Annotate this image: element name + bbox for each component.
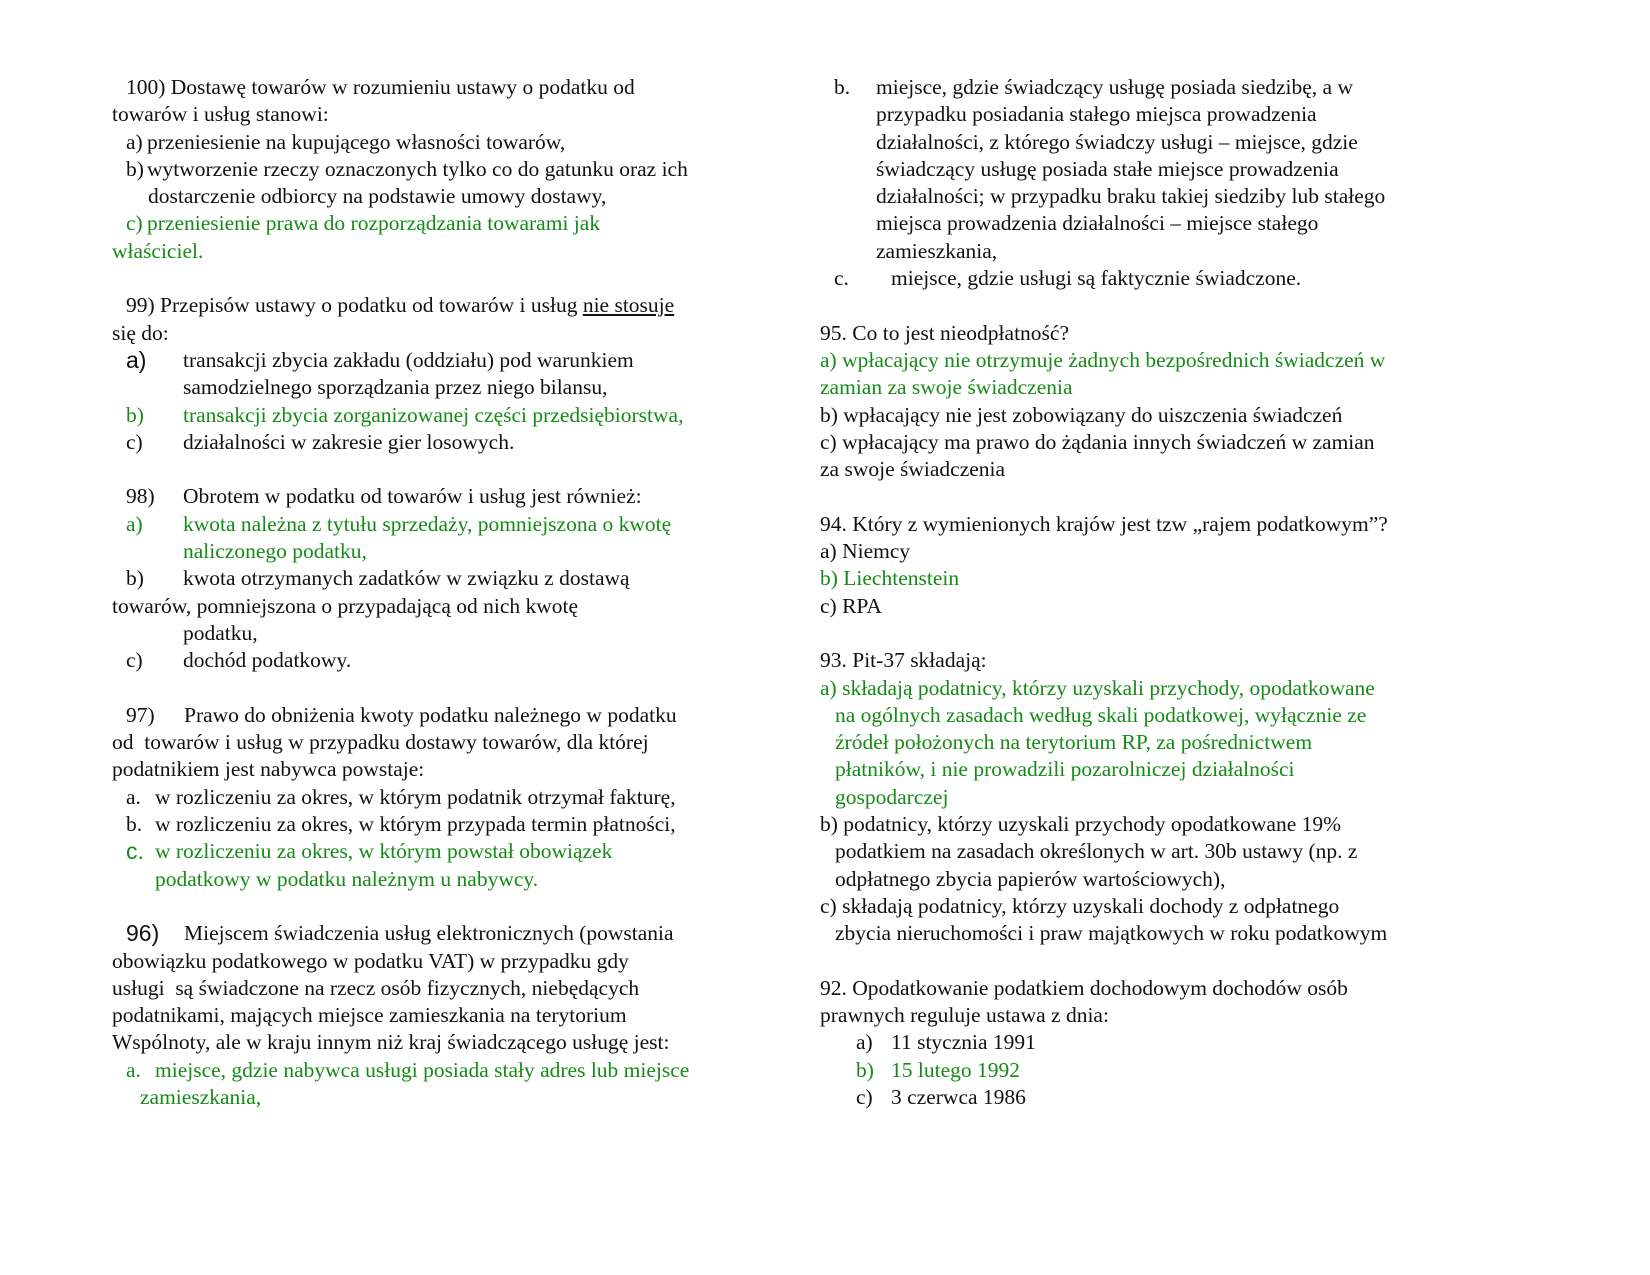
blank-line: [112, 675, 792, 702]
text-line: [820, 320, 1540, 347]
line-text: a) wpłacający nie otrzymuje żadnych bezpośrednich świadczeń w: [820, 347, 1386, 372]
text-line: [820, 74, 1540, 101]
correct-answer-line: [112, 402, 792, 429]
correct-answer-line: [820, 374, 1540, 401]
text-line: [820, 893, 1540, 920]
text-line: [820, 975, 1540, 1002]
item-label: b): [856, 1057, 874, 1082]
text-line: [820, 1029, 1540, 1056]
item-label: a.: [126, 1057, 141, 1082]
line-text: a) Niemcy: [820, 539, 911, 564]
line-text: Miejscem świadczenia usług elektronicznych (powstania: [184, 921, 674, 946]
line-text: kwota otrzymanych zadatków w związku z dostawą: [183, 566, 630, 591]
text-line: [820, 402, 1540, 429]
item-label: 97): [126, 702, 155, 727]
item-label: b.: [834, 75, 851, 99]
text-line: [112, 593, 792, 620]
item-label: c.: [126, 838, 144, 865]
line-text: 92. Opodatkowanie podatkiem dochodowym dochodów osób: [820, 975, 1348, 1000]
text-line: [112, 948, 792, 975]
line-text: wytworzenie rzeczy oznaczonych tylko co do gatunku oraz ich: [147, 156, 688, 181]
line-text: obowiązku podatkowego w podatku VAT) w przypadku gdy: [112, 948, 629, 973]
text-line: [112, 129, 792, 156]
line-text: podatnikiem jest nabywca powstaje:: [112, 757, 425, 782]
text-line: [820, 183, 1540, 210]
line-text: gospodarczej: [835, 784, 949, 809]
text-line: [112, 1002, 792, 1029]
line-text: w rozliczeniu za okres, w którym powstał obowiązek: [155, 839, 613, 864]
item-label: 96): [126, 920, 160, 947]
line-text: Obrotem w podatku od towarów i usług jest również:: [183, 484, 642, 509]
text-line: [112, 101, 792, 128]
line-text: c) RPA: [820, 593, 882, 618]
line-text: b) wpłacający nie jest zobowiązany do uiszczenia świadczeń: [820, 402, 1343, 427]
text-line: [820, 866, 1540, 893]
item-label: 98): [126, 484, 155, 509]
line-text: w rozliczeniu za okres, w którym podatnik otrzymał fakturę,: [155, 784, 676, 809]
line-text: towarów i usług stanowi:: [112, 102, 329, 127]
text-line: [112, 483, 792, 510]
line-text: przeniesienie prawa do rozporządzania towarami jak: [147, 211, 601, 236]
line-text: przypadku posiadania stałego miejsca prowadzenia: [876, 102, 1317, 127]
line-text: w rozliczeniu za okres, w którym przypada termin płatności,: [155, 812, 676, 837]
correct-answer-line: [820, 729, 1540, 756]
text-line: [820, 238, 1540, 265]
line-text: zamian za swoje świadczenia: [820, 375, 1073, 400]
line-text: płatników, i nie prowadzili pozarolniczej działalności: [835, 757, 1295, 782]
text-line: [112, 347, 792, 374]
blank-line: [820, 483, 1540, 510]
text-line: [820, 838, 1540, 865]
line-text: dochód podatkowy.: [183, 648, 352, 673]
line-text: Prawo do obniżenia kwoty podatku należnego w podatku: [184, 702, 677, 727]
text-line: [112, 374, 792, 401]
line-text: za swoje świadczenia: [820, 457, 1006, 482]
text-line: [820, 156, 1540, 183]
text-line: [112, 156, 792, 183]
correct-answer-line: [112, 838, 792, 865]
line-text: [126, 292, 674, 319]
correct-answer-line: [112, 1084, 792, 1111]
correct-answer-line: [112, 1057, 792, 1084]
item-label: b): [126, 402, 144, 427]
text-line: [112, 620, 792, 647]
line-text: b) Liechtenstein: [820, 566, 960, 591]
line-text: 3 czerwca 1986: [891, 1084, 1026, 1109]
text-line: [112, 729, 792, 756]
text-line: [112, 292, 792, 319]
blank-line: [112, 893, 792, 920]
line-text: działalności, z którego świadczy usługi – miejsce, gdzie: [876, 129, 1358, 154]
underlined-text: nie stosuje: [582, 293, 675, 318]
correct-answer-line: [112, 511, 792, 538]
text-line: [112, 920, 792, 947]
line-text: prawnych reguluje ustawa z dnia:: [820, 1003, 1109, 1028]
item-label: c): [126, 648, 143, 673]
text-line: [820, 1002, 1540, 1029]
line-text: transakcji zbycia zakładu (oddziału) pod warunkiem: [183, 347, 634, 372]
correct-answer-line: [820, 702, 1540, 729]
item-label: b.: [126, 812, 143, 837]
text-line: [112, 565, 792, 592]
text-line: [112, 320, 792, 347]
line-text: a) składają podatnicy, którzy uzyskali przychody, opodatkowane: [820, 675, 1375, 700]
line-text: towarów, pomniejszona o przypadającą od nich kwotę: [112, 593, 579, 618]
line-text: działalności w zakresie gier losowych.: [183, 429, 515, 454]
line-text: transakcji zbycia zorganizowanej części przedsiębiorstwa,: [183, 402, 684, 427]
correct-answer-line: [112, 238, 792, 265]
text-line: [820, 538, 1540, 565]
item-label: c): [126, 429, 143, 454]
left-column: [112, 74, 792, 1111]
line-text: podatku,: [183, 620, 258, 645]
line-text: działalności; w przypadku braku takiej siedziby lub stałego: [876, 184, 1386, 209]
line-text: zbycia nieruchomości i praw majątkowych w roku podatkowym: [835, 921, 1388, 946]
text-line: [112, 811, 792, 838]
text-line: [820, 511, 1540, 538]
correct-answer-line: [112, 538, 792, 565]
text-line: [112, 74, 792, 101]
line-text: 100) Dostawę towarów w rozumieniu ustawy o podatku od: [126, 75, 635, 99]
blank-line: [112, 265, 792, 292]
line-text: właściciel.: [112, 238, 204, 263]
text-line: [820, 920, 1540, 947]
line-text: odpłatnego zbycia papierów wartościowych),: [835, 866, 1226, 891]
item-label: a): [126, 511, 143, 536]
blank-line: [112, 456, 792, 483]
line-text: od towarów i usług w przypadku dostawy towarów, dla której: [112, 730, 649, 755]
correct-answer-line: [820, 565, 1540, 592]
correct-answer-line: [820, 784, 1540, 811]
line-text: podatnikami, mających miejsce zamieszkania na terytorium: [112, 1003, 627, 1028]
text-line: [820, 129, 1540, 156]
line-text: zamieszkania,: [876, 238, 998, 263]
line-text: 94. Który z wymienionych krajów jest tzw „rajem podatkowym”?: [820, 511, 1388, 536]
line-text: podatkiem na zasadach określonych w art. 30b ustawy (np. z: [835, 839, 1358, 864]
right-column: [820, 74, 1540, 1111]
text-line: [820, 647, 1540, 674]
line-text: 95. Co to jest nieodpłatność?: [820, 320, 1070, 345]
item-label: c.: [834, 266, 849, 291]
line-text: c) wpłacający ma prawo do żądania innych świadczeń w zamian: [820, 429, 1375, 454]
line-text: miejsca prowadzenia działalności – miejsce stałego: [876, 211, 1319, 236]
text-line: [112, 1029, 792, 1056]
text-line: [112, 429, 792, 456]
blank-line: [820, 948, 1540, 975]
text-line: [820, 456, 1540, 483]
text-line: [112, 975, 792, 1002]
line-text: usługi są świadczone na rzecz osób fizycznych, niebędących: [112, 975, 640, 1000]
line-text: na ogólnych zasadach według skali podatkowej, wyłącznie ze: [835, 702, 1367, 727]
line-text: 93. Pit-37 składają:: [820, 648, 987, 673]
line-text: 11 stycznia 1991: [891, 1030, 1036, 1055]
correct-answer-line: [820, 675, 1540, 702]
line-text: 99) Przepisów ustawy o podatku od towarów i usług: [126, 293, 583, 318]
text-line: [820, 811, 1540, 838]
text-line: [112, 702, 792, 729]
line-text: świadczący usługę posiada stałe miejsce prowadzenia: [876, 156, 1339, 181]
item-label: a): [856, 1030, 873, 1055]
correct-answer-line: [820, 756, 1540, 783]
line-text: c) składają podatnicy, którzy uzyskali dochody z odpłatnego: [820, 893, 1340, 918]
correct-answer-line: [112, 210, 792, 237]
text-line: [112, 756, 792, 783]
line-text: źródeł położonych na terytorium RP, za pośrednictwem: [835, 730, 1313, 755]
correct-answer-line: [820, 347, 1540, 374]
correct-answer-line: [820, 1057, 1540, 1084]
line-text: zamieszkania,: [140, 1084, 262, 1109]
item-label: a): [126, 346, 147, 373]
line-text: kwota należna z tytułu sprzedaży, pomniejszona o kwotę: [183, 511, 672, 536]
line-text: podatkowy w podatku należnym u nabywcy.: [155, 866, 539, 891]
line-text: miejsce, gdzie usługi są faktycznie świadczone.: [891, 266, 1302, 291]
item-label: b): [126, 566, 144, 591]
text-line: [820, 593, 1540, 620]
line-text: naliczonego podatku,: [183, 539, 367, 564]
text-line: [820, 101, 1540, 128]
text-line: [112, 183, 792, 210]
item-label: c): [126, 211, 143, 236]
line-text: Wspólnoty, ale w kraju innym niż kraj świadczącego usługę jest:: [112, 1030, 670, 1055]
text-line: [820, 1084, 1540, 1111]
line-text: samodzielnego sporządzania przez niego bilansu,: [183, 375, 608, 400]
line-text: się do:: [112, 320, 169, 345]
correct-answer-line: [112, 866, 792, 893]
text-line: [820, 210, 1540, 237]
item-label: b): [126, 156, 144, 181]
line-text: dostarczenie odbiorcy na podstawie umowy dostawy,: [148, 184, 607, 209]
line-text: miejsce, gdzie świadczący usługę posiada siedzibę, a w: [876, 75, 1353, 99]
text-line: [112, 784, 792, 811]
item-label: a): [126, 129, 143, 154]
line-text: b) podatnicy, którzy uzyskali przychody opodatkowane 19%: [820, 812, 1342, 837]
blank-line: [820, 292, 1540, 319]
item-label: a.: [126, 784, 141, 809]
line-text: 15 lutego 1992: [891, 1057, 1020, 1082]
item-label: c): [856, 1084, 873, 1109]
text-line: [820, 429, 1540, 456]
blank-line: [820, 620, 1540, 647]
text-line: [112, 647, 792, 674]
text-line: [820, 265, 1540, 292]
line-text: przeniesienie na kupującego własności towarów,: [147, 129, 566, 154]
line-text: miejsce, gdzie nabywca usługi posiada stały adres lub miejsce: [155, 1057, 690, 1082]
